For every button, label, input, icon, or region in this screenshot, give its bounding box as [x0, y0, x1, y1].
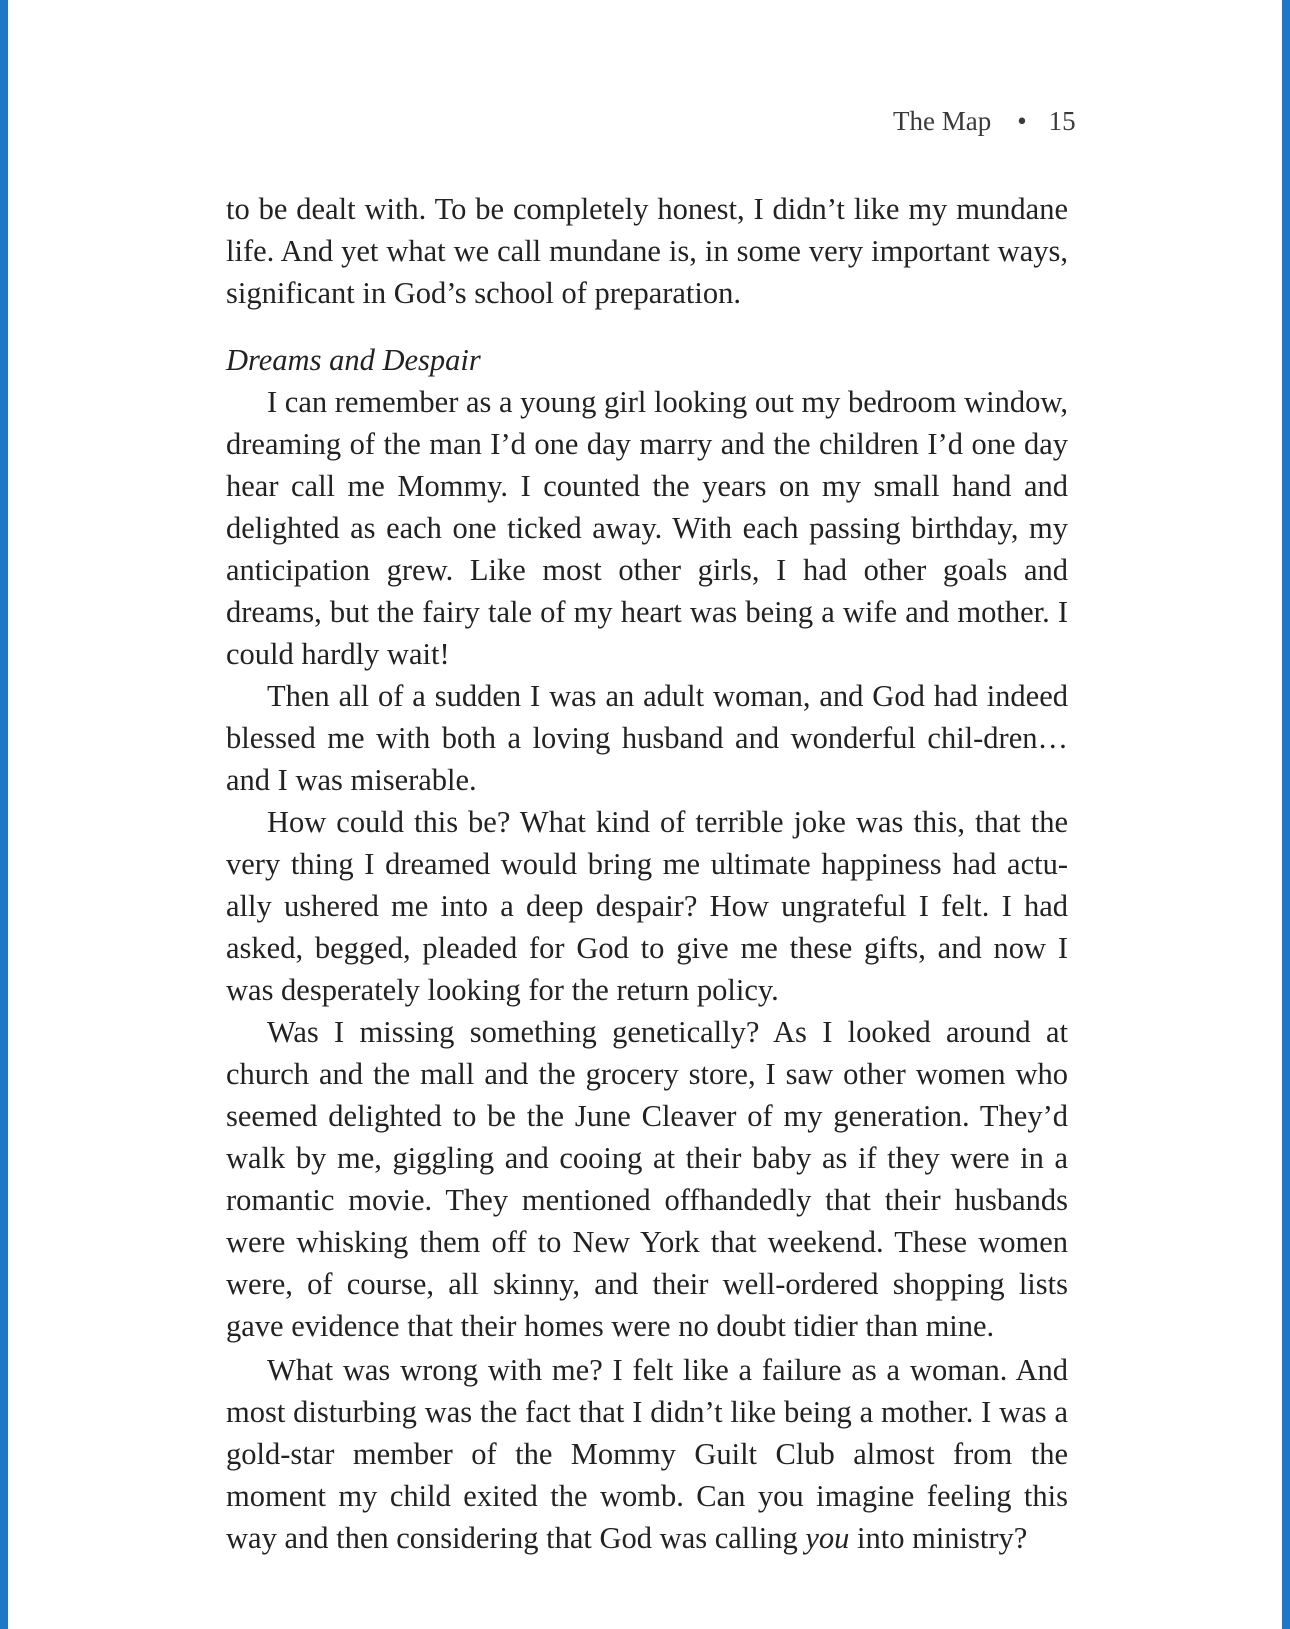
paragraph-dreams: I can remember as a young girl looking out my bedroom window, dreaming of the man I’d one day marry and the children I’d one day hear call me Mommy. I counted the years on my small hand and delighted as each one ticked away. With each passing birthday, my anticipation grew. Like most other girls, I had other goals and dreams, but the fairy tale of my heart was being a wife and mother. I could hardly wait! — [226, 385, 1069, 671]
opening-paragraph: to be dealt with. To be completely honest, I didn’t like my mundane life. And yet what we call mundane is, in some very important ways, significant in God’s school of preparation. — [226, 192, 1068, 310]
final-paragraph-ending: into ministry? — [849, 1521, 1028, 1555]
page-number: 15 — [1048, 106, 1076, 136]
running-head-separator: • — [1017, 106, 1027, 136]
running-head — [893, 106, 1076, 137]
section-heading: Dreams and Despair — [226, 343, 481, 377]
book-page — [8, 0, 1282, 1629]
left-frame-border — [0, 0, 8, 1629]
final-paragraph-text: What was wrong with me? I felt like a failure as a woman. And most disturbing was the fact that I didn’t like being a mother. I was a gold-star member of the Mommy Guilt Club almost from the moment my child exited the womb. Can you imagine feeling this way and then considering that God was calling — [226, 1353, 1068, 1555]
right-frame-border — [1282, 0, 1290, 1629]
paragraph-how-could-this-be: How could this be? What kind of terrible joke was this, that the very thing I dreamed would bring me ultimate happiness had actu-ally ushered me into a deep despair? How ungrateful I felt. I had asked, begged, pleaded for God to give me these gifts, and now I was desperately looking for the return policy. — [226, 805, 1068, 1007]
page-body — [226, 188, 1068, 1559]
running-head-title: The Map — [893, 106, 992, 136]
paragraph-adult-woman: Then all of a sudden I was an adult woman, and God had indeed blessed me with both a loving husband and wonderful chil-dren…and I was miserable. — [226, 679, 1068, 797]
paragraph-missing-genetically: Was I missing something genetically? As I looked around at church and the mall and the grocery store, I saw other women who seemed delighted to be the June Cleaver of my generation. They’d walk by me, giggling and cooing at their baby as if they were in a romantic movie. They mentioned offhandedly that their husbands were whisking them off to New York that weekend. These women were, of course, all skinny, and their well-ordered shopping lists gave evidence that their homes were no doubt tidier than mine. — [226, 1015, 1068, 1343]
italic-emphasis: you — [805, 1521, 850, 1555]
paragraph-wrong-with-me — [226, 1349, 1068, 1559]
